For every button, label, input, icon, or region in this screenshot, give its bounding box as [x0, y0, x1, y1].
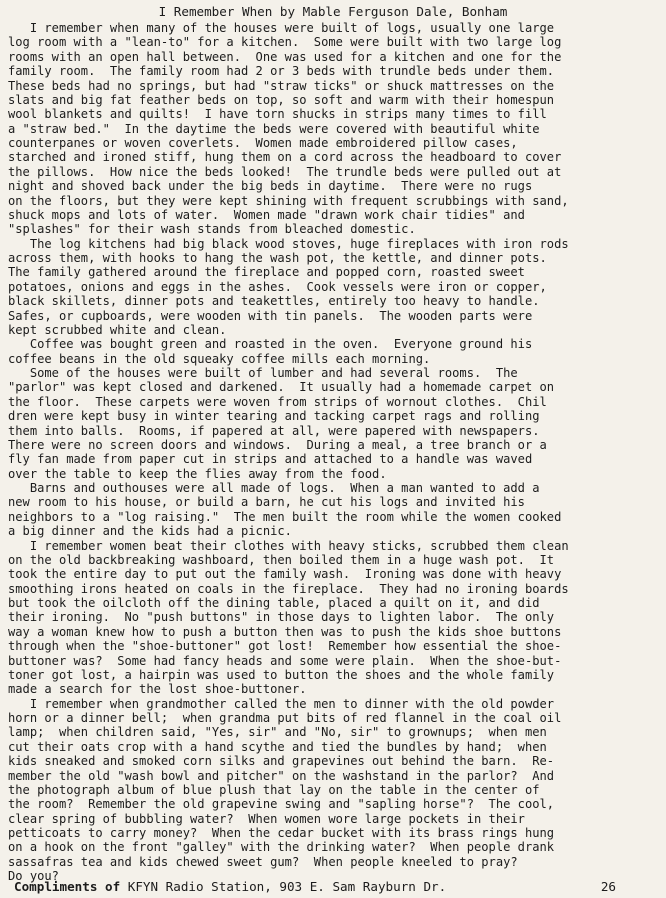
body-line: I remember women beat their clothes with heavy sticks, scrubbed them clean	[8, 538, 569, 553]
body-line: rooms with an open hall between. One was used for a kitchen and one for the	[8, 49, 562, 64]
body-line: way a woman knew how to push a button then was to push the kids shoe buttons	[8, 624, 562, 639]
body-line: the room? Remember the old grapevine swing and "sapling horse"? The cool,	[8, 797, 555, 812]
sponsor-text: KFYN Radio Station, 903 E. Sam Rayburn Dr.	[127, 879, 447, 894]
body-line: neighbors to a "log raising." The men built the room while the women cooked	[8, 509, 562, 524]
body-line: the pillows. How nice the beds looked! The trundle beds were pulled out at	[8, 164, 562, 179]
body-line: the floor. These carpets were woven from strips of wornout clothes. Chil	[8, 394, 547, 409]
body-line: starched and ironed stiff, hung them on a cord across the headboard to cover	[8, 150, 562, 165]
body-line: clear spring of bubbling water? When women wore large pockets in their	[8, 811, 525, 826]
page-number: 26	[600, 879, 616, 894]
page-title: I Remember When by Mable Ferguson Dale, Bonham	[158, 4, 508, 19]
body-line: but took the oilcloth off the dining table, placed a quilt on it, and did	[8, 596, 540, 610]
body-line: on the floors, but they were kept shining with frequent scrubbings with sand,	[8, 193, 569, 208]
body-line: toner got lost, a hairpin was used to button the shoes and the whole family	[8, 667, 555, 682]
body-line: member the old "wash bowl and pitcher" on the washstand in the parlor? And	[8, 768, 555, 783]
body-line: kids sneaked and smoked corn silks and grapevines out behind the barn. Re-	[8, 754, 555, 769]
body-line: night and shoved back under the big beds in daytime. There were no rugs	[8, 179, 533, 194]
body-line: The family gathered around the fireplace and popped corn, roasted sweet	[8, 265, 525, 280]
body-line: took the entire day to put out the family wash. Ironing was done with heavy	[8, 567, 562, 582]
body-line: shuck mops and lots of water. Women made "drawn work chair tidies" and	[8, 207, 525, 222]
body-line: slats and big fat feather beds on top, so soft and warm with their homespun	[8, 92, 555, 107]
body-line: their ironing. No "push buttons" in those days to lighten labor. The only	[8, 610, 555, 625]
body-line: wool blankets and quilts! I have torn shucks in strips many times to fill	[8, 107, 547, 122]
body-line: Safes, or cupboards, were wooden with tin panels. The wooden parts were	[8, 308, 533, 323]
body-line: dren were kept busy in winter tearing and tacking carpet rags and rolling	[8, 409, 540, 424]
body-line: I remember when many of the houses were built of logs, usually one large	[8, 21, 555, 35]
page-footer	[14, 880, 616, 894]
body-line: the photograph album of blue plush that lay on the table in the center of	[8, 782, 540, 797]
body-line: cut their oats crop with a hand scythe and tied the bundles by hand; when	[8, 739, 547, 754]
body-line: counterpanes or woven coverlets. Women made embroidered pillow cases,	[8, 136, 518, 150]
body-line: horn or a dinner bell; when grandma put bits of red flannel in the coal oil	[8, 711, 562, 725]
body-line: "parlor" was kept closed and darkened. It usually had a homemade carpet on	[8, 380, 555, 395]
footer-credit	[14, 880, 446, 894]
body-line: fly fan made from paper cut in strips and attached to a handle was waved	[8, 452, 533, 467]
body-line: potatoes, onions and eggs in the ashes. Cook vessels were iron or copper,	[8, 279, 547, 294]
body-line: log room with a "lean-to" for a kitchen. Some were built with two large log	[8, 35, 562, 50]
body-line: across them, with hooks to hang the wash pot, the kettle, and dinner pots.	[8, 251, 547, 265]
body-line: These beds had no springs, but had "straw ticks" or shuck mattresses on the	[8, 78, 555, 93]
compliments-label: Compliments of	[14, 879, 121, 894]
body-line: There were no screen doors and windows. During a meal, a tree branch or a	[8, 437, 547, 452]
body-line: new room to his house, or build a barn, he cut his logs and invited his	[8, 495, 525, 510]
body-line: a big dinner and the kids had a picnic.	[8, 524, 292, 539]
body-line: on a hook on the front "galley" with the drinking water? When people drank	[8, 840, 555, 855]
body-line: kept scrubbed white and clean.	[8, 322, 227, 337]
body-line: Some of the houses were built of lumber and had several rooms. The	[8, 366, 518, 380]
body-line: them into balls. Rooms, if papered at all, were papered with newspapers.	[8, 423, 540, 438]
body-line: The log kitchens had big black wood stoves, huge fireplaces with iron rods	[8, 236, 569, 251]
body-line: through when the "shoe-buttoner" got lost! Remember how essential the shoe-	[8, 639, 562, 654]
body-line: Coffee was bought green and roasted in the oven. Everyone ground his	[8, 337, 533, 352]
body-line: coffee beans in the old squeaky coffee mills each morning.	[8, 351, 431, 366]
body-line: sassafras tea and kids chewed sweet gum? When people kneeled to pray?	[8, 854, 518, 869]
body-line: smoothing irons heated on coals in the fireplace. They had no ironing boards	[8, 581, 569, 596]
article-body	[8, 21, 658, 884]
body-line: family room. The family room had 2 or 3 beds with trundle beds under them.	[8, 64, 555, 79]
body-line: buttoner was? Some had fancy heads and some were plain. When the shoe-but-	[8, 653, 562, 668]
body-line: over the table to keep the flies away from the food.	[8, 466, 387, 481]
body-line: made a search for the lost shoe-buttoner.	[8, 682, 307, 697]
body-line: Do you?	[8, 869, 59, 884]
body-line: on the old backbreaking washboard, then boiled them in a huge wash pot. It	[8, 552, 555, 567]
body-line: black skillets, dinner pots and teakettles, entirely too heavy to handle.	[8, 294, 540, 309]
body-line: a "straw bed." In the daytime the beds were covered with beautiful white	[8, 121, 540, 136]
body-line: lamp; when children said, "Yes, sir" and "No, sir" to grownups; when men	[8, 725, 547, 740]
body-line: Barns and outhouses were all made of logs. When a man wanted to add a	[8, 481, 540, 495]
body-line: "splashes" for their wash stands from bleached domestic.	[8, 222, 416, 237]
body-line: petticoats to carry money? When the cedar bucket with its brass rings hung	[8, 826, 555, 840]
body-line: I remember when grandmother called the men to dinner with the old powder	[8, 696, 555, 711]
